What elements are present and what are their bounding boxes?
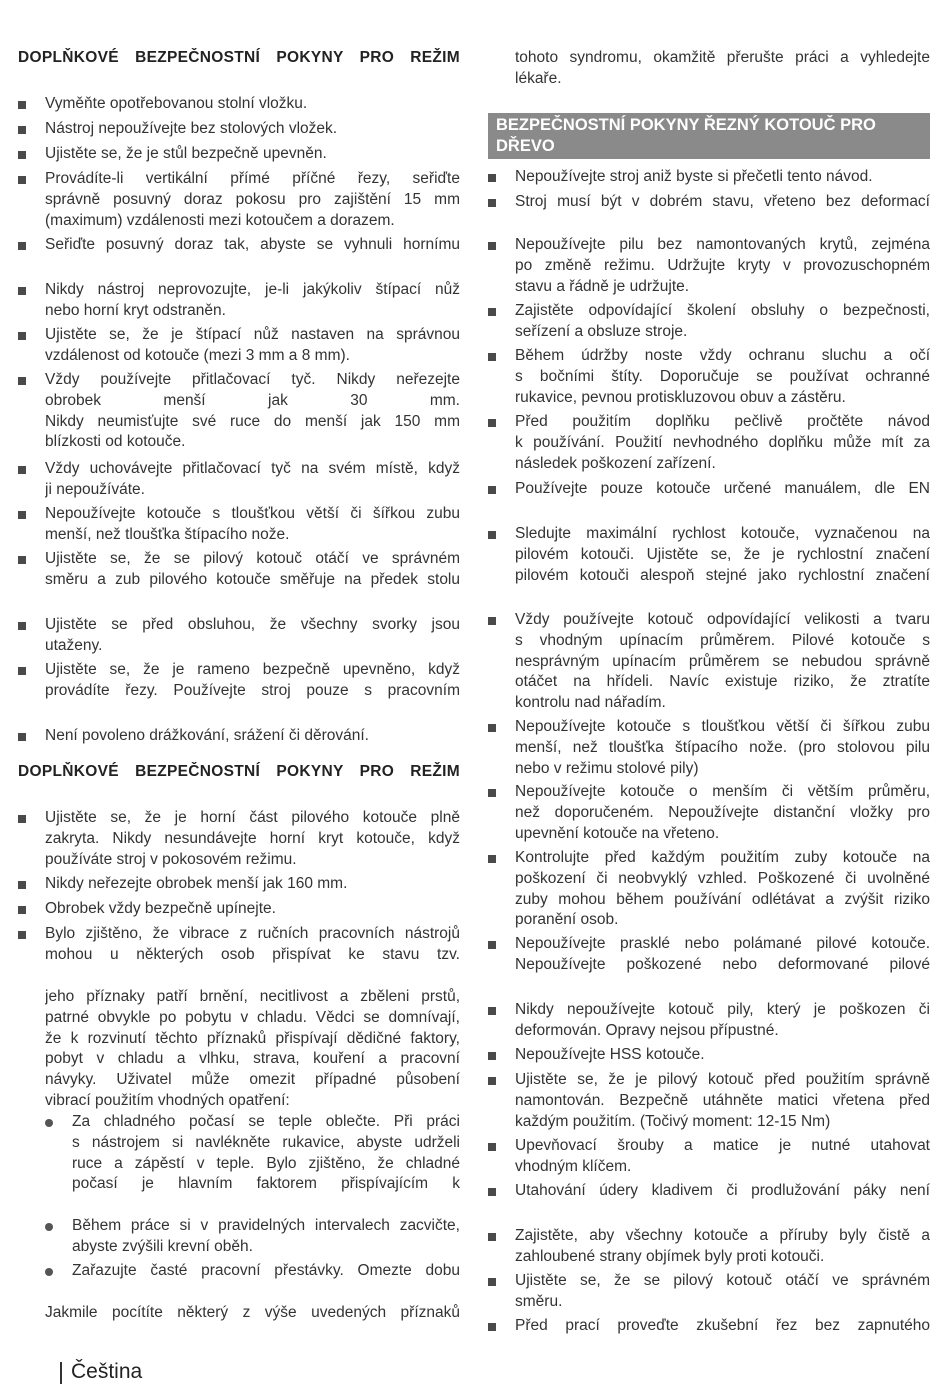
list-item (515, 717, 930, 779)
text-line: Nepoužívejte HSS kotouče. (515, 1046, 705, 1063)
text-line: Kontrolujte před každým použitím zuby kotouče na (515, 849, 930, 866)
list-item (515, 782, 930, 844)
list-item (515, 1136, 930, 1178)
bullet-square-icon (488, 789, 496, 797)
text-line: počasí je hlavním faktorem přispívajícím k (72, 1175, 460, 1193)
text-line: Bylo zjištěno, že vibrace z ručních pracovních nástrojů (45, 925, 460, 942)
list-item (45, 504, 460, 546)
list-item (45, 549, 460, 591)
bullet-square-icon (488, 1233, 496, 1241)
text-line: seřízení a obsluze stroje. (515, 322, 688, 340)
text-line: Používejte pouze kotouče určené manuálem, dle EN (515, 480, 930, 497)
text-line: Ujistěte se, že se pilový kotouč otáčí ve správném (515, 1272, 930, 1289)
text-line: stavu a řádně je udržujte. (515, 277, 690, 295)
list-item (45, 94, 460, 115)
bullet-square-icon (18, 242, 26, 250)
text-line: Nástroj nepoužívejte bez stolových vložek. (45, 120, 338, 137)
text-line: vibrací použitím vhodných opatření: (45, 1091, 290, 1109)
text-line: Není povoleno drážkování, srážení či děrování. (45, 727, 369, 744)
list-item (515, 1070, 930, 1132)
text-line: Nepoužívejte kotouče s tloušťkou větší či šířkou zubu (45, 505, 460, 522)
text-line: Ujistěte se, že je štípací nůž nastaven na správnou (45, 326, 460, 343)
bullet-square-icon (488, 1077, 496, 1085)
text-line: po změně režimu. Udržujte kryty v provozuschopném (515, 256, 930, 274)
text-line: Ujistěte se, že je stůl bezpečně upevněn. (45, 145, 327, 162)
text-line: Ujistěte se, že je pilový kotouč před použitím správně (515, 1071, 930, 1088)
bullet-square-icon (488, 308, 496, 316)
text-line: správně posuvný doraz pokosu pro zajištění 15 mm (45, 190, 460, 208)
bullet-square-icon (488, 1007, 496, 1015)
text-line: deformován. Opravy nejsou přípustné. (515, 1021, 779, 1039)
bullet-square-icon (488, 1278, 496, 1286)
text-block (45, 987, 460, 1112)
bullet-square-icon (18, 332, 26, 340)
text-line: Nikdy neřezejte obrobek menší jak 160 mm. (45, 875, 348, 892)
text-line: rukavice, pevnou protiskluzovou obuv a zástěru. (515, 388, 846, 406)
bullet-square-icon (18, 151, 26, 159)
list-item (45, 924, 460, 966)
list-item (515, 1000, 930, 1042)
list-item (45, 370, 460, 453)
text-line: menší, než tloušťka štípacího nože. (45, 525, 290, 543)
text-line: Vždy používejte kotouč odpovídající velikosti a tvaru (515, 611, 930, 628)
bullet-square-icon (488, 531, 496, 539)
text-line: Ujistěte se, že je horní část pilového kotouče plně (45, 809, 460, 826)
text-line: Stroj musí být v dobrém stavu, vřeteno bez deformací (515, 193, 930, 210)
list-item (515, 934, 930, 976)
footer-divider (60, 1362, 62, 1384)
bullet-square-icon (488, 1188, 496, 1196)
list-item (515, 1316, 930, 1337)
text-block (515, 48, 930, 90)
text-line: kontrolu nad nářadím. (515, 694, 666, 712)
text-line: s nástrojem si navlékněte rukavice, abyste udrželi (72, 1133, 460, 1151)
bullet-square-icon (18, 881, 26, 889)
text-line: každým použitím. (Točivý moment: 12-15 Nm) (515, 1112, 831, 1130)
text-line: Nepoužívejte prasklé nebo polámané pilové kotouče. (515, 935, 930, 952)
text-line: Vyměňte opotřebovanou stolní vložku. (45, 95, 308, 112)
text-line: Nepoužívejte poškozené nebo deformované pilové (515, 955, 930, 973)
bullet-square-icon (488, 724, 496, 732)
text-line: návyky. Uživatel může omezit případné působení (45, 1071, 460, 1089)
bullet-square-icon (488, 353, 496, 361)
bullet-square-icon (488, 1323, 496, 1331)
bullet-square-icon (18, 815, 26, 823)
text-line: obrobek menší jak 30 mm. (45, 391, 460, 409)
text-line: Zařazujte časté pracovní přestávky. Omezte dobu (72, 1262, 460, 1279)
bullet-square-icon (488, 174, 496, 182)
text-line: abyste zvýšili krevní oběh. (72, 1237, 253, 1255)
bullet-square-icon (488, 855, 496, 863)
list-item (515, 301, 930, 343)
bullet-square-icon (488, 1143, 496, 1151)
list-item (515, 1271, 930, 1313)
bullet-square-icon (18, 511, 26, 519)
list-item (45, 144, 460, 165)
text-line: Sledujte maximální rychlost kotouče, vyznačenou na (515, 525, 930, 542)
text-line: než doporučeném. Nepoužívejte distanční vložky pro (515, 803, 930, 821)
list-item (45, 726, 460, 747)
text-line: Během údržby noste vždy ochranu sluchu a očí (515, 347, 930, 364)
bullet-square-icon (18, 176, 26, 184)
text-line: Nikdy nepoužívejte kotouč pily, který je poškozen či (515, 1001, 930, 1018)
text-line: následek poškození zařízení. (515, 454, 716, 472)
text-line: Nepoužívejte kotouče o menším či větším průměru, (515, 783, 930, 800)
text-line: utaženy. (45, 636, 103, 654)
list-item (515, 1226, 930, 1268)
text-line: zahloubené strany objímek byly proti kotouči. (515, 1247, 825, 1265)
bullet-square-icon (488, 1052, 496, 1060)
text-line: nebo v režimu stolové pily) (515, 759, 699, 777)
list-item (515, 479, 930, 500)
text-line: provádíte řezy. Používejte stroj pouze s pracovním (45, 681, 460, 699)
sub-list-item (72, 1216, 460, 1258)
text-line: Ujistěte se před obsluhou, že všechny svorky jsou (45, 616, 460, 633)
bullet-square-icon (488, 617, 496, 625)
list-item (45, 899, 460, 920)
text-line: Před prací proveďte zkušební řez bez zapnutého (515, 1317, 930, 1334)
text-line: pobyt v chladu a vlhku, strava, kouření a pracovní (45, 1050, 460, 1068)
list-item (45, 169, 460, 231)
text-line: zakryta. Nikdy nesundávejte horní kryt kotouče, když (45, 829, 460, 847)
text-line: nebo horní kryt odstraněn. (45, 301, 226, 319)
text-line: s vhodným upínacím průměrem. Pilové kotouče s (515, 631, 930, 649)
bullet-square-icon (488, 941, 496, 949)
list-item (45, 325, 460, 367)
text-line: otáčet na hřídeli. Navíc existuje riziko, že ztratíte (515, 673, 930, 691)
text-line: Jakmile pocítíte některý z výše uvedených příznaků (45, 1304, 460, 1321)
list-item (45, 119, 460, 140)
text-line: používáte stroj v pokosovém režimu. (45, 850, 297, 868)
list-item (45, 660, 460, 702)
text-line: Ujistěte se, že je rameno bezpečně upevněno, když (45, 661, 460, 678)
bullet-square-icon (18, 931, 26, 939)
list-item (45, 615, 460, 657)
text-line: Nikdy nástroj neprovozujte, je-li jakýkoliv štípací nůž (45, 281, 460, 298)
text-block (45, 1303, 460, 1324)
list-item (515, 167, 930, 188)
text-line: poranění osob. (515, 911, 619, 929)
list-item (515, 412, 930, 474)
text-line: Upevňovací šrouby a matice je nutné utahovat (515, 1137, 930, 1154)
list-item (515, 235, 930, 297)
text-line: Obrobek vždy bezpečně upínejte. (45, 900, 276, 917)
sub-list-item (72, 1261, 460, 1282)
text-line: tohoto syndromu, okamžitě přerušte práci a vyhledejte (515, 49, 930, 66)
bullet-dot-icon (45, 1223, 53, 1231)
bullet-square-icon (18, 733, 26, 741)
list-item (45, 874, 460, 895)
text-line: menší, než tloušťka štípacího nože. (pro stolovou pilu (515, 738, 930, 756)
text-line: namontován. Bezpečně utáhněte matici vřetena před (515, 1091, 930, 1109)
text-line: jeho příznaky patří brnění, necitlivost a zběleni prstů, (45, 988, 460, 1005)
bullet-square-icon (18, 622, 26, 630)
text-line: lékaře. (515, 69, 562, 87)
bullet-dot-icon (45, 1268, 53, 1276)
text-line: mohou u některých osob přispívat ke stavu tzv. (45, 945, 460, 963)
list-item (515, 192, 930, 213)
text-line: poškození či neobvyklý vzhled. Poškozené či uvolněné (515, 869, 930, 887)
list-item (515, 524, 930, 586)
bullet-square-icon (488, 419, 496, 427)
list-item (45, 808, 460, 870)
bullet-square-icon (488, 486, 496, 494)
section-heading: DOPLŇKOVÉ BEZPEČNOSTNÍ POKYNY PRO REŽIM (18, 49, 460, 66)
text-line: (maximum) vzdálenosti mezi kotoučem a dorazem. (45, 211, 395, 229)
text-line: Nepoužívejte stroj aniž byste si přečetli tento návod. (515, 168, 873, 185)
text-line: Zajistěte odpovídající školení obsluhy o bezpečnosti, (515, 302, 930, 319)
list-item (45, 280, 460, 322)
text-line: Provádíte-li vertikální přímé příčné řezy, seřiďte (45, 170, 460, 187)
banner-line: DŘEVO (496, 137, 555, 155)
bullet-square-icon (18, 906, 26, 914)
text-line: vzdálenost od kotouče (mezi 3 mm a 8 mm). (45, 346, 350, 364)
text-line: patrné obvykle po pobytu v chladu. Vědci se domnívají, (45, 1008, 460, 1026)
text-line: k používání. Použití nevhodného doplňku může mít za (515, 433, 930, 451)
banner-line: BEZPEČNOSTNÍ POKYNY ŘEZNÝ KOTOUČ PRO (496, 116, 876, 134)
text-line: směru. (515, 1292, 563, 1310)
text-line: Za chladného počasí se teple oblečte. Při práci (72, 1113, 460, 1130)
bullet-square-icon (18, 667, 26, 675)
text-line: nesprávným upínacím průměrem se nebudou správně (515, 652, 930, 670)
text-line: Během práce si v pravidelných intervalech zacvičte, (72, 1217, 460, 1234)
list-item (515, 848, 930, 931)
text-line: Nikdy neumisťujte své ruce do menší jak 150 mm (45, 412, 460, 430)
text-line: směru a zub pilového kotouče směřuje na předek stolu (45, 570, 460, 588)
bullet-square-icon (18, 101, 26, 109)
text-line: upevnění kotouče na vřeteno. (515, 824, 720, 842)
text-line: zuby mohou během používání odlétávat a zvýšit riziko (515, 890, 930, 908)
text-line: Seřiďte posuvný doraz tak, abyste se vyhnuli hornímu (45, 236, 460, 253)
text-line: Utahování údery kladivem či prodlužování páky není (515, 1182, 930, 1199)
text-line: vhodným klíčem. (515, 1157, 632, 1175)
section-banner (488, 113, 930, 159)
text-line: pilovém kotouči. Ujistěte se, že je rychlostní značení (515, 545, 930, 563)
list-item (515, 346, 930, 408)
bullet-square-icon (18, 287, 26, 295)
bullet-square-icon (18, 377, 26, 385)
text-line: že k rozvinutí těchto příznaků přispívají dědičné faktory, (45, 1029, 460, 1047)
list-item (45, 459, 460, 501)
text-line: pilovém kotouči alespoň stejné jako rychlostní značení (515, 566, 930, 584)
text-line: Zajistěte, aby všechny kotouče a příruby byly čistě a (515, 1227, 930, 1244)
text-line: Před použitím doplňku pečlivě pročtěte návod (515, 413, 930, 430)
footer-language: Čeština (71, 1360, 143, 1383)
text-line: Ujistěte se, že se pilový kotouč otáčí ve správném (45, 550, 460, 567)
list-item (45, 235, 460, 256)
bullet-square-icon (18, 126, 26, 134)
text-line: s bočními štíty. Doporučuje se používat ochranné (515, 367, 930, 385)
bullet-square-icon (18, 466, 26, 474)
bullet-square-icon (488, 242, 496, 250)
list-item (515, 610, 930, 714)
text-line: Vždy používejte přitlačovací tyč. Nikdy neřezejte (45, 371, 460, 388)
text-line: ji nepoužíváte. (45, 480, 145, 498)
sub-list-item (72, 1112, 460, 1195)
text-line: ruce a zápěstí v teple. Bylo zjištěno, že chladné (72, 1154, 460, 1172)
text-line: Nepoužívejte pilu bez namontovaných krytů, zejména (515, 236, 930, 253)
bullet-square-icon (488, 199, 496, 207)
text-line: blízkosti od kotouče. (45, 433, 186, 451)
list-item (515, 1181, 930, 1202)
bullet-dot-icon (45, 1119, 53, 1127)
text-line: Nepoužívejte kotouče s tloušťkou větší či šířkou zubu (515, 718, 930, 735)
list-item (515, 1045, 930, 1066)
bullet-square-icon (18, 556, 26, 564)
text-line: Vždy uchovávejte přitlačovací tyč na svém místě, když (45, 460, 460, 477)
section-heading: DOPLŇKOVÉ BEZPEČNOSTNÍ POKYNY PRO REŽIM (18, 763, 460, 780)
